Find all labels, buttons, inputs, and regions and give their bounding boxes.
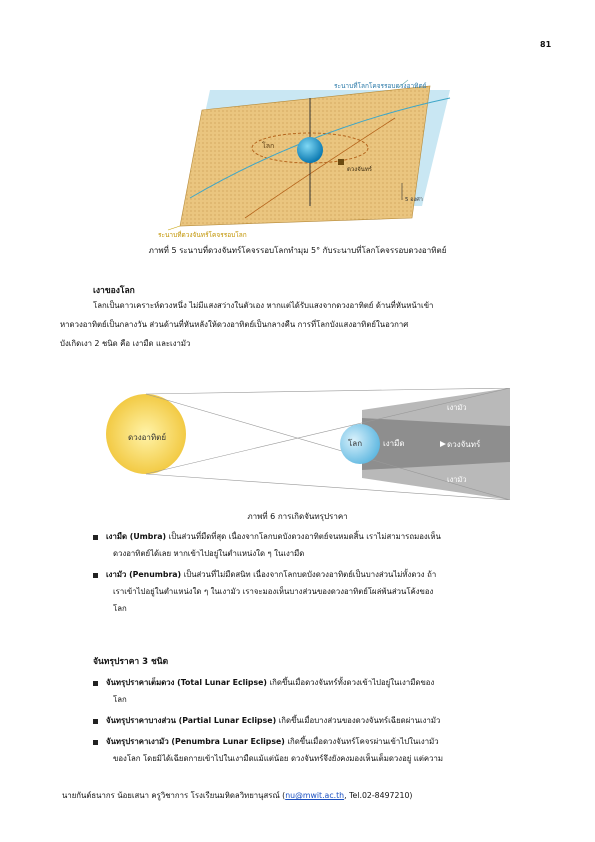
list-item: เงามืด (Umbra) เป็นส่วนที่มืดที่สุด เนื่องจากโลกบดบังดวงอาทิตย์จนหมดสิ้น เราไม่สามารถมองเห็น ดวงอาทิตย์ได้เลย หากเข้าไปอยู่ในตำแหน่งใด ๆ ในเงามืด [93,528,573,562]
list-item: จันทรุปราคาบางส่วน (Partial Lunar Eclipse) เกิดขึ้นเมื่อบางส่วนของดวงจันทร์เฉียดผ่านเงามัว [93,712,573,729]
bullet-icon [93,573,98,578]
fig6-label-penumbra-top: เงามัว [447,403,467,412]
fig6-label-umbra: เงามืด [383,439,405,448]
bullet-icon [93,740,98,745]
fig5-label-moon: ดวงจันทร์ [347,166,372,173]
list-item: จันทรุปราคาเงามัว (Penumbra Lunar Eclipse) เกิดขึ้นเมื่อดวงจันทร์โคจรผ่านเข้าไปในเงามัว ของโลก โดยมิได้เฉียดกายเข้าไปในเงามืดแม้แต่น้อย ดวงจันทร์จึงยังคงมองเห็นเต็มดวงอยู่ แต่ความ [93,733,573,767]
figure5-caption: ภาพที่ 5 ระนาบที่ดวงจันทร์โคจรรอบโลกทำมุม 5° กับระนาบที่โลกโคจรรอบดวงอาทิตย์ [148,246,447,255]
fig6-label-sun: ดวงอาทิตย์ [128,433,167,442]
footer-email-link[interactable]: nu@mwit.ac.th [285,791,345,800]
figure6-caption: ภาพที่ 6 การเกิดจันทรุปราคา [247,512,348,521]
fig6-label-penumbra-bottom: เงามัว [447,475,467,484]
fig5-label-ecliptic: ระนาบที่โลกโคจรรอบดวงอาทิตย์ [334,82,427,90]
fig5-label-earth: โลก [262,142,275,150]
fig6-label-earth: โลก [348,439,363,448]
fig6-label-moon: ดวงจันทร์ [447,440,481,449]
list-item: จันทรุปราคาเต็มดวง (Total Lunar Eclipse) เกิดขึ้นเมื่อดวงจันทร์ทั้งดวงเข้าไปอยู่ในเงามืดของ โลก [93,674,573,708]
footer-credit: นายกันต์ธนากร น้อยเสนา ครูวิชาการ โรงเรียนมหิดลวิทยานุสรณ์ (nu@mwit.ac.th, Tel.02-8497210) [62,791,413,800]
shadow-types-list [93,528,573,617]
page-number: 81 [540,40,552,49]
list-item: เงามัว (Penumbra) เป็นส่วนที่ไม่มืดสนิท เนื่องจากโลกบดบังดวงอาทิตย์เป็นบางส่วนไม่ทั้งดวง ถ้า เราเข้าไปอยู่ในตำแหน่งใด ๆ ในเงามัว เราจะมองเห็นบางส่วนของดวงอาทิตย์โผล่พ้นส่วนโค้งของ โลก [93,566,573,617]
shadow-paragraph: โลกเป็นดาวเคราะห์ดวงหนึ่ง ไม่มีแสงสว่างในตัวเอง หากแต่ได้รับแสงจากดวงอาทิตย์ ด้านที่หันหน้าเข้า หาดวงอาทิตย์เป็นกลางวัน ส่วนด้านที่หันหลังให้ดวงอาทิตย์เป็นกลางคืน การที่โลกบังแสงอาทิตย์ในอวกาศ บังเกิดเงา 2 ชนิด คือ เงามืด และเงามัว [60,301,434,348]
moon-icon [338,159,344,165]
bullet-icon [93,719,98,724]
section-heading-shadow: เงาของโลก [93,286,135,296]
section-heading-eclipse-types: จันทรุปราคา 3 ชนิด [93,657,169,667]
bullet-icon [93,681,98,686]
fig5-label-angle: 5 องศา [405,197,423,203]
figure-orbital-planes [150,78,480,238]
fig5-label-moon-plane: ระนาบที่ดวงจันทร์โคจรรอบโลก [158,231,247,239]
eclipse-types-list [93,674,573,767]
bullet-icon [93,535,98,540]
figure-lunar-eclipse [92,388,512,500]
earth-icon [297,137,323,163]
